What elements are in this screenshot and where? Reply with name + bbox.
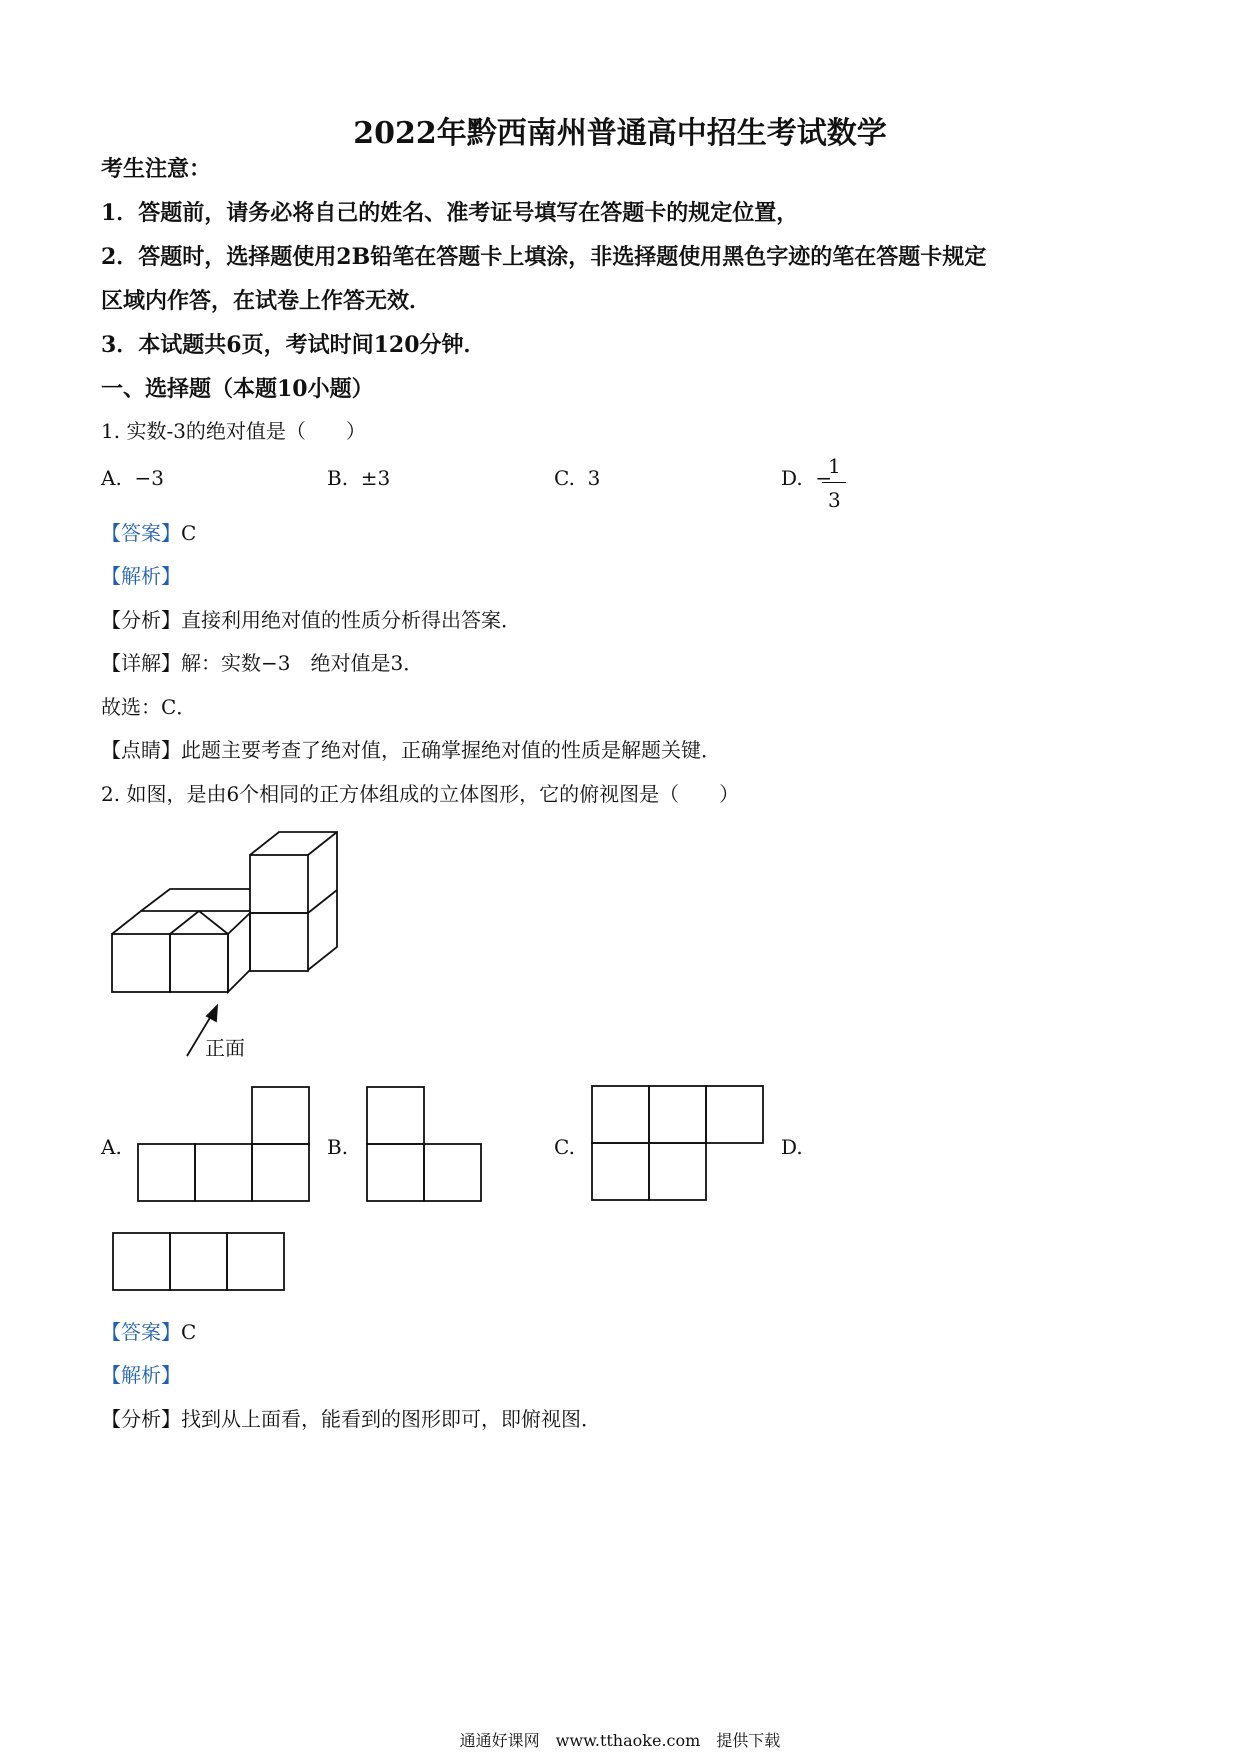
option-text: 3 xyxy=(587,466,601,490)
dianjing-text: 此题主要考查了绝对值，正确掌握绝对值的性质是解题关键． xyxy=(181,738,721,762)
answer-value: C xyxy=(181,1320,197,1344)
front-label: 正面 xyxy=(205,1036,245,1060)
notice-item-2-cont: 区域内作答，在试卷上作答无效． xyxy=(101,288,432,314)
page-title: 2022年黔西南州普通高中招生考试数学 xyxy=(353,116,887,151)
option-label: D. xyxy=(781,466,803,490)
section-heading: 一、选择题（本题10小题） xyxy=(101,376,374,402)
q2-option-d-label: D. xyxy=(781,1135,803,1159)
answer-tag: 【答案】 xyxy=(101,1320,181,1344)
q2-answer xyxy=(101,1316,196,1345)
option-text: − xyxy=(815,466,833,490)
option-c-figure xyxy=(592,1086,763,1200)
q2-option-a-label: A. xyxy=(101,1135,122,1159)
notice-item-1: 1．答题前，请务必将自己的姓名、准考证号填写在答题卡的规定位置， xyxy=(101,200,799,226)
notice-item-3: 3．本试题共6页，考试时间120分钟． xyxy=(101,332,486,358)
fenxi-text: 找到从上面看，能看到的图形即可，即俯视图． xyxy=(181,1407,601,1431)
page-footer: 通通好课网 www.tthaoke.com 提供下载 xyxy=(459,1731,781,1750)
option-label: A. xyxy=(101,466,122,490)
option-label: C. xyxy=(554,466,575,490)
dianjing-tag: 【点睛】 xyxy=(101,738,181,762)
answer-value: C xyxy=(181,521,197,545)
option-d-figure xyxy=(113,1233,284,1290)
xiangjie-tag: 【详解】 xyxy=(101,651,181,675)
q1-stem: 1. 实数-3的绝对值是（ ） xyxy=(101,419,366,443)
notice-item-2: 2．答题时，选择题使用2B铅笔在答题卡上填涂，非选择题使用黑色字迹的笔在答题卡规定 xyxy=(101,244,987,270)
option-text: −3 xyxy=(134,466,165,490)
q1-guxuan: 故选：C． xyxy=(101,695,197,719)
fraction-denominator: 3 xyxy=(828,488,841,512)
xiangjie-text: 解：实数−3 绝对值是3． xyxy=(181,651,424,675)
option-text: ±3 xyxy=(360,466,391,490)
fenxi-tag: 【分析】 xyxy=(101,608,181,632)
q1-analysis-tag: 【解析】 xyxy=(101,564,181,588)
answer-tag: 【答案】 xyxy=(101,521,181,545)
option-b-figure xyxy=(367,1087,481,1201)
option-label: B. xyxy=(327,466,349,490)
option-a-figure xyxy=(138,1087,309,1201)
q2-stem: 2. 如图，是由6个相同的正方体组成的立体图形，它的俯视图是（ ） xyxy=(101,782,740,806)
q2-option-c-label: C. xyxy=(554,1135,575,1159)
fraction-numerator: 1 xyxy=(828,454,841,478)
q2-analysis-tag: 【解析】 xyxy=(101,1363,181,1387)
cube-figure xyxy=(112,832,337,992)
fenxi-text: 直接利用绝对值的性质分析得出答案． xyxy=(181,608,521,632)
notice-heading: 考生注意： xyxy=(101,156,212,182)
fenxi-tag: 【分析】 xyxy=(101,1407,181,1431)
q2-fenxi xyxy=(101,1403,601,1432)
q2-option-b-label: B. xyxy=(327,1135,349,1159)
